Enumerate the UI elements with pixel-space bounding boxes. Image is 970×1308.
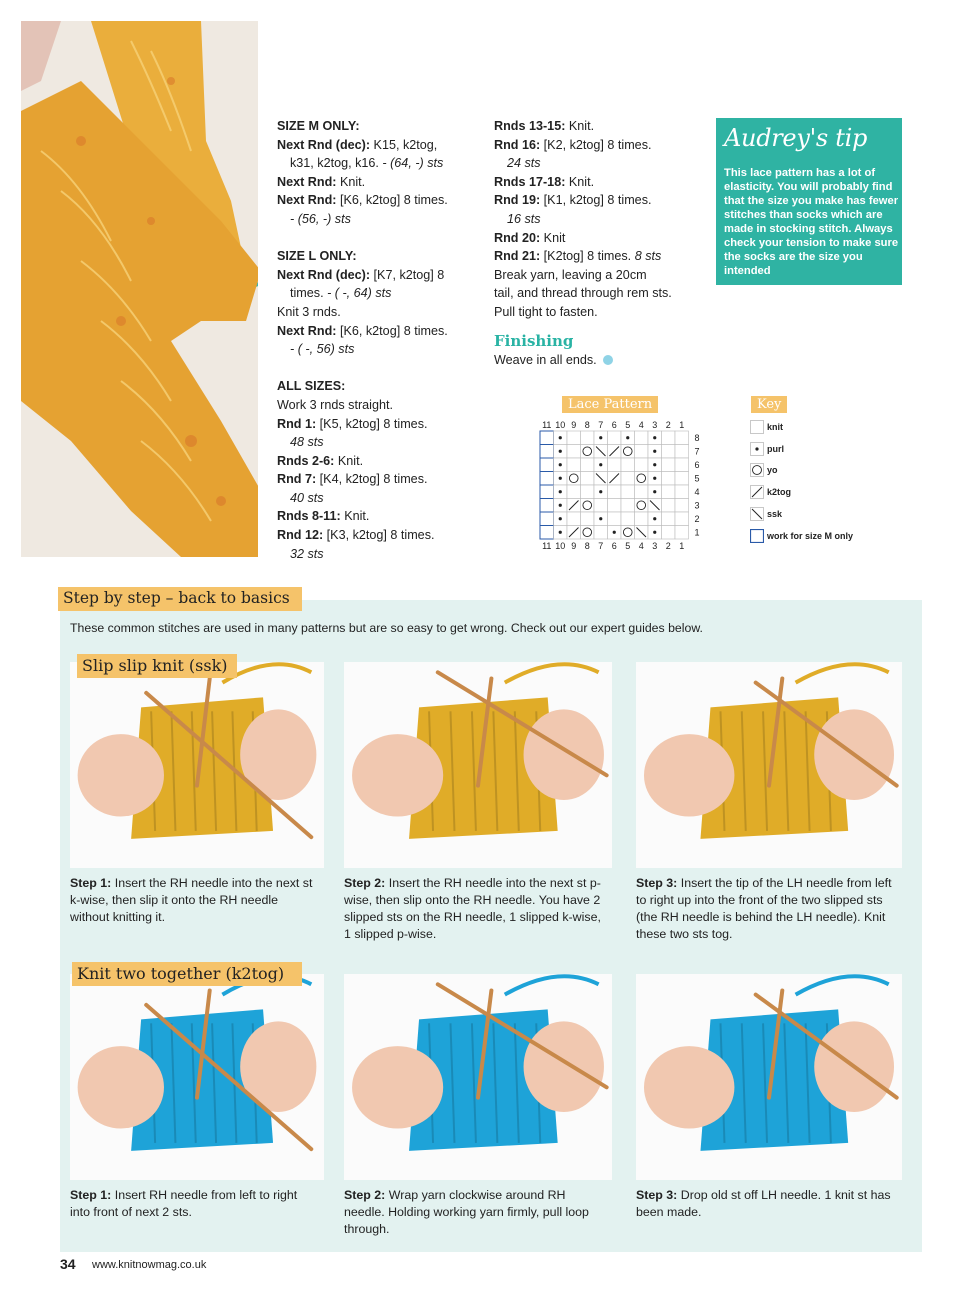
chart-col-number-top: 3 <box>652 420 658 430</box>
pattern-row: Rnd 19: [K1, k2tog] 8 times. <box>494 193 652 208</box>
finishing-heading: Finishing <box>494 331 574 350</box>
size-m-heading: SIZE M ONLY: <box>277 119 360 133</box>
key-label: purl <box>767 443 784 454</box>
stitch-count: 32 sts <box>290 546 324 561</box>
pattern-row: k31, k2tog, k16. - (64, -) sts <box>290 156 444 171</box>
chart-cell <box>567 512 581 526</box>
chart-cell <box>662 485 676 499</box>
hand <box>524 1021 604 1112</box>
chart-cell <box>675 445 689 459</box>
all-sizes-heading: ALL SIZES: <box>277 379 346 394</box>
chart-symbol <box>653 531 656 534</box>
chart-col-number-bottom: 11 <box>542 541 552 551</box>
pattern-row: Rnds 2-6: Knit. <box>277 453 364 468</box>
chart-symbol <box>653 463 656 466</box>
chart-col-number-bottom: 2 <box>665 541 671 551</box>
chart-symbol <box>653 517 656 520</box>
chart-cell <box>662 445 676 459</box>
yarn-ball-icon <box>603 355 613 365</box>
chart-cell <box>581 485 595 499</box>
chart-symbol <box>653 450 656 453</box>
pattern-row: Rnd 7: [K4, k2tog] 8 times. <box>277 472 428 487</box>
lace-chart-svg <box>538 418 713 563</box>
hand <box>524 709 604 800</box>
chart-row-number: 4 <box>694 486 700 497</box>
chart-symbol <box>653 490 656 493</box>
ssk-step-2-caption: Step 2: Insert the RH needle into the next st p-wise, then slip onto the RH needle. You have 2 slipped sts on the RH needle, 1 slipped k-wise, 1 slipped p-wise. <box>344 876 601 941</box>
chart-cell <box>662 431 676 445</box>
chart-cell <box>608 431 622 445</box>
chart-symbol <box>559 463 562 466</box>
chart-row-number: 5 <box>694 473 700 484</box>
key-item <box>750 507 782 521</box>
chart-cell <box>540 485 554 499</box>
chart-symbol <box>559 450 562 453</box>
stitch-count: - (56, -) sts <box>290 211 351 226</box>
chart-symbol <box>599 436 602 439</box>
chart-symbol <box>559 517 562 520</box>
chart-cell <box>662 512 676 526</box>
key-swatch <box>750 529 764 543</box>
chart-cell <box>567 485 581 499</box>
chart-symbol <box>613 531 616 534</box>
chart-row-number: 3 <box>694 500 700 511</box>
chart-cell <box>567 445 581 459</box>
chart-cell <box>540 472 554 486</box>
chart-row-number: 7 <box>694 446 700 457</box>
chart-cell <box>675 458 689 472</box>
chart-symbol <box>599 463 602 466</box>
chart-cell <box>662 499 676 513</box>
hand <box>78 734 164 816</box>
website-link[interactable]: www.knitnowmag.co.uk <box>92 1259 207 1271</box>
chart-cell <box>608 485 622 499</box>
stitch-count: 48 sts <box>290 435 324 450</box>
stitch-count: - ( -, 56) sts <box>290 342 355 357</box>
pattern-column-left <box>277 117 487 563</box>
pattern-row: Next Rnd: [K6, k2tog] 8 times. <box>277 323 448 338</box>
chart-cell <box>567 431 581 445</box>
chart-col-number-bottom: 9 <box>571 541 577 551</box>
chart-symbol <box>559 504 562 507</box>
chart-key <box>750 420 900 550</box>
hand <box>78 1046 164 1128</box>
ssk-step-1-caption: Step 1: Insert the RH needle into the next st k-wise, then slip it onto the RH needle without knitting it. <box>70 876 313 924</box>
stitch-count: 16 sts <box>507 211 541 226</box>
chart-cell <box>635 445 649 459</box>
stitch-count: 40 sts <box>290 490 324 505</box>
chart-col-number-bottom: 10 <box>555 541 566 551</box>
key-item <box>750 485 791 499</box>
chart-cell <box>635 458 649 472</box>
chart-col-number-bottom: 3 <box>652 541 658 551</box>
pattern-row: times. - ( -, 64) sts <box>290 286 392 301</box>
pattern-row: Next Rnd: Knit. <box>277 174 366 189</box>
chart-symbol <box>559 490 562 493</box>
chart-cell <box>675 526 689 540</box>
ssk-heading: Slip slip knit (ssk) <box>77 654 237 678</box>
chart-col-number-top: 2 <box>665 420 671 430</box>
chart-cell <box>621 512 635 526</box>
chart-col-number-top: 8 <box>584 420 590 430</box>
chart-cell <box>540 458 554 472</box>
tip-box <box>716 118 902 285</box>
key-swatch <box>750 507 764 521</box>
pattern-row: Rnd 16: [K2, k2tog] 8 times. <box>494 137 652 152</box>
section-header: Step by step – back to basics <box>58 587 302 611</box>
hand <box>352 734 443 816</box>
chart-col-number-bottom: 6 <box>611 541 617 551</box>
key-label: ssk <box>767 508 783 519</box>
chart-cell <box>540 445 554 459</box>
ssk-step-3-photo <box>636 662 902 868</box>
k2tog-heading: Knit two together (k2tog) <box>72 962 302 986</box>
chart-cell <box>675 431 689 445</box>
chart-cell <box>662 472 676 486</box>
chart-symbol <box>559 531 562 534</box>
lace-pattern-title: Lace Pattern <box>562 396 658 413</box>
pattern-column-right <box>494 117 709 369</box>
chart-cell <box>621 458 635 472</box>
finishing-text: Weave in all ends. <box>494 351 709 370</box>
chart-col-number-top: 1 <box>679 420 685 430</box>
chart-cell <box>608 458 622 472</box>
chart-cell <box>540 512 554 526</box>
chart-col-number-bottom: 1 <box>679 541 685 551</box>
key-item <box>750 420 783 434</box>
pattern-row: Rnd 20: Knit <box>494 230 566 245</box>
pattern-row: Next Rnd (dec): [K7, k2tog] 8 <box>277 267 445 282</box>
page-number: 34 <box>60 1256 76 1272</box>
chart-cell <box>675 472 689 486</box>
pattern-row: Rnds 13-15: Knit. <box>494 119 595 133</box>
chart-symbol <box>653 436 656 439</box>
pattern-row: Next Rnd: [K6, k2tog] 8 times. <box>277 193 448 208</box>
key-symbol <box>755 447 758 450</box>
key-label: knit <box>767 422 784 432</box>
chart-col-number-top: 9 <box>571 420 577 430</box>
pattern-row: Work 3 rnds straight. <box>277 397 393 412</box>
chart-col-number-bottom: 5 <box>625 541 631 551</box>
chart-col-number-top: 7 <box>598 420 604 430</box>
chart-cell <box>581 431 595 445</box>
key-item <box>750 529 853 543</box>
chart-cell <box>581 458 595 472</box>
chart-cell <box>662 458 676 472</box>
pattern-row: Knit 3 rnds. <box>277 304 341 319</box>
chart-col-number-bottom: 8 <box>584 541 590 551</box>
hand <box>644 1046 734 1128</box>
chart-symbol <box>626 436 629 439</box>
k2tog-step-3-illustration <box>636 974 902 1180</box>
key-label: k2tog <box>767 487 792 498</box>
pattern-row: Rnd 1: [K5, k2tog] 8 times. <box>277 416 428 431</box>
k2tog-step-2-caption: Step 2: Wrap yarn clockwise around RH needle. Holding working yarn firmly, pull loop through. <box>344 1188 589 1236</box>
ssk-step-1-photo <box>70 662 324 868</box>
size-l-heading: SIZE L ONLY: <box>277 249 357 264</box>
ssk-step-2-illustration <box>344 662 612 868</box>
key-item <box>750 442 784 456</box>
chart-col-number-bottom: 4 <box>638 541 644 551</box>
chart-cell <box>594 499 608 513</box>
k2tog-step-1-photo <box>70 974 324 1180</box>
chart-cell <box>581 472 595 486</box>
chart-cell <box>675 485 689 499</box>
chart-cell <box>635 512 649 526</box>
k2tog-step-3-caption: Step 3: Drop old st off LH needle. 1 knit st has been made. <box>636 1188 891 1219</box>
chart-col-number-top: 5 <box>625 420 631 430</box>
tip-title: Audrey's tip <box>724 124 868 152</box>
chart-cell <box>567 458 581 472</box>
key-title: Key <box>751 396 787 413</box>
chart-cell <box>621 472 635 486</box>
section-intro: These common stitches are used in many patterns but are so easy to get wrong. Check out our expert guides below. <box>70 621 703 635</box>
sock-photo <box>21 21 258 557</box>
ssk-step-1-illustration <box>70 662 324 868</box>
chart-cell <box>540 431 554 445</box>
pattern-row: Rnd 12: [K3, k2tog] 8 times. <box>277 528 435 543</box>
key-item <box>750 463 778 477</box>
chart-col-number-top: 11 <box>542 420 552 430</box>
key-swatch <box>750 442 764 456</box>
chart-col-number-top: 4 <box>638 420 644 430</box>
chart-symbol <box>599 517 602 520</box>
chart-cell <box>621 485 635 499</box>
chart-col-number-top: 6 <box>611 420 617 430</box>
k2tog-step-2-photo <box>344 974 612 1180</box>
pattern-row: tail, and thread through rem sts. <box>494 286 672 301</box>
chart-cell <box>675 499 689 513</box>
chart-cell <box>594 526 608 540</box>
chart-symbol <box>559 436 562 439</box>
lace-chart <box>538 418 713 563</box>
chart-col-number-top: 10 <box>555 420 566 430</box>
chart-cell <box>621 499 635 513</box>
chart-cell <box>581 512 595 526</box>
chart-symbol <box>653 477 656 480</box>
k2tog-step-2-illustration <box>344 974 612 1180</box>
chart-cell <box>635 431 649 445</box>
ssk-step-3-illustration <box>636 662 902 868</box>
k2tog-step-3-photo <box>636 974 902 1180</box>
chart-row-number: 8 <box>694 432 700 443</box>
hand <box>644 734 734 816</box>
k2tog-step-1-caption: Step 1: Insert RH needle from left to right into front of next 2 sts. <box>70 1188 298 1219</box>
ssk-step-3-caption: Step 3: Insert the tip of the LH needle from left to right up into the front of the two slipped sts (the RH needle is behind the LH needle). Knit these two sts tog. <box>636 876 892 941</box>
tip-text: This lace pattern has a lot of elasticity. You will probably find that the size you make has fewer stitches than socks which are made in stocking stitch. Always check your tension to make sure the socks are the size you intended <box>724 167 899 277</box>
hand <box>352 1046 443 1128</box>
pattern-row: Rnd 21: [K2tog] 8 times. 8 sts <box>494 249 662 264</box>
k2tog-step-1-illustration <box>70 974 324 1180</box>
pattern-row: Break yarn, leaving a 20cm <box>494 267 647 282</box>
chart-row-number: 2 <box>694 513 700 524</box>
key-swatch <box>750 463 764 477</box>
chart-row-number: 6 <box>694 459 700 470</box>
pattern-row: Pull tight to fasten. <box>494 304 598 319</box>
chart-cell <box>662 526 676 540</box>
chart-cell <box>540 526 554 540</box>
chart-cell <box>540 499 554 513</box>
key-label: work for size M only <box>767 530 854 541</box>
pattern-row: Next Rnd (dec): K15, k2tog, <box>277 137 438 152</box>
chart-row-number: 1 <box>694 527 700 538</box>
key-swatch <box>750 485 764 499</box>
sock-illustration <box>21 21 258 557</box>
pattern-row: Rnds 8-11: Knit. <box>277 509 370 524</box>
chart-symbol <box>559 477 562 480</box>
pattern-row: Rnds 17-18: Knit. <box>494 174 595 189</box>
chart-symbol <box>599 490 602 493</box>
chart-cell <box>608 499 622 513</box>
chart-cell <box>608 512 622 526</box>
key-label: yo <box>767 465 778 476</box>
chart-col-number-bottom: 7 <box>598 541 604 551</box>
ssk-step-2-photo <box>344 662 612 868</box>
stitch-count: 24 sts <box>507 156 541 171</box>
chart-cell <box>675 512 689 526</box>
chart-cell <box>635 485 649 499</box>
key-swatch <box>750 420 764 434</box>
